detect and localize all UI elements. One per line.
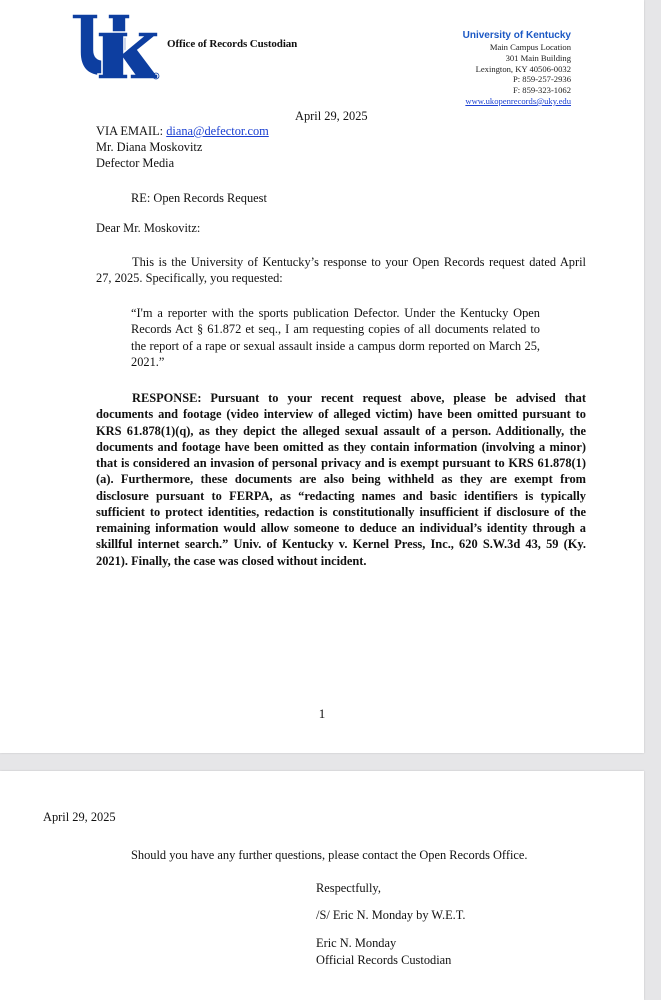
signer-name: Eric N. Monday — [316, 936, 397, 950]
closing-questions: Should you have any further questions, please contact the Open Records Office. — [131, 848, 528, 862]
recipient-name: Mr. Diana Moskovitz — [96, 140, 203, 154]
via-label: VIA EMAIL: — [96, 124, 167, 138]
page2-date: April 29, 2025 — [43, 810, 116, 824]
fax-line: F: 859-323-1062 — [512, 85, 571, 96]
svg-text:R: R — [154, 74, 158, 79]
website-link[interactable]: www.ukopenrecords@uky.edu — [465, 95, 571, 106]
subject-line: RE: Open Records Request — [131, 191, 267, 205]
phone-line: P: 859-257-2936 — [512, 74, 571, 85]
response-paragraph: RESPONSE: Pursuant to your recent request above, please be advised that documents and footage (video interview of alleged victim) have been omitted pursuant to KRS 61.878(1)(q), as they depict the alleged sexual assault of a person. Additionally, the documents and footage have been omitted as they contain information (involving a minor) that is considered an invasion of personal privacy and is exempt pursuant to KRS 61.878(1)(a). Furthermore, these documents are also being withheld as they are exempt from disclosure pursuant to FERPA, as “redacting names and basic identifiers is typically sufficient to protect identities, redaction is constitutionally insufficient if disclosure of the remaining information would allow someone to deduce an individual’s identity through a skillful internet search.” Univ. of Kentucky v. Kernel Press, Inc., 620 S.W.3d 43, 59 (Ky. 2021). Finally, the case was closed without incident. — [96, 391, 586, 568]
recipient-company: Defector Media — [96, 156, 175, 170]
office-title: Office of Records Custodian — [167, 38, 298, 50]
closing-salutation: Respectfully, — [316, 881, 381, 895]
letter-date: April 29, 2025 — [295, 109, 368, 123]
address-line: Lexington, KY 40506-0032 — [475, 63, 571, 74]
page-number: 1 — [318, 706, 326, 721]
recipient-email-link[interactable]: diana@defector.com — [166, 124, 269, 138]
signer-title: Official Records Custodian — [316, 953, 452, 967]
university-name: University of Kentucky — [462, 30, 571, 41]
uk-logo — [68, 12, 160, 82]
signature-line: /S/ Eric N. Monday by W.E.T. — [316, 908, 466, 922]
salutation: Dear Mr. Moskovitz: — [96, 221, 201, 235]
request-quote: “I'm a reporter with the sports publication Defector. Under the Kentucky Open Records Act § 61.872 et seq., I am requesting copies of all documents related to the report of a rape or sexual assault inside a campus dorm reported on March 25, 2021.” — [131, 306, 540, 369]
via-email-line — [96, 123, 269, 139]
address-line: 301 Main Building — [505, 52, 571, 63]
intro-paragraph: This is the University of Kentucky’s response to your Open Records request dated April 27, 2025. Specifically, you requested: — [96, 255, 586, 286]
letterhead-address — [463, 30, 571, 107]
address-line: Main Campus Location — [489, 42, 571, 52]
